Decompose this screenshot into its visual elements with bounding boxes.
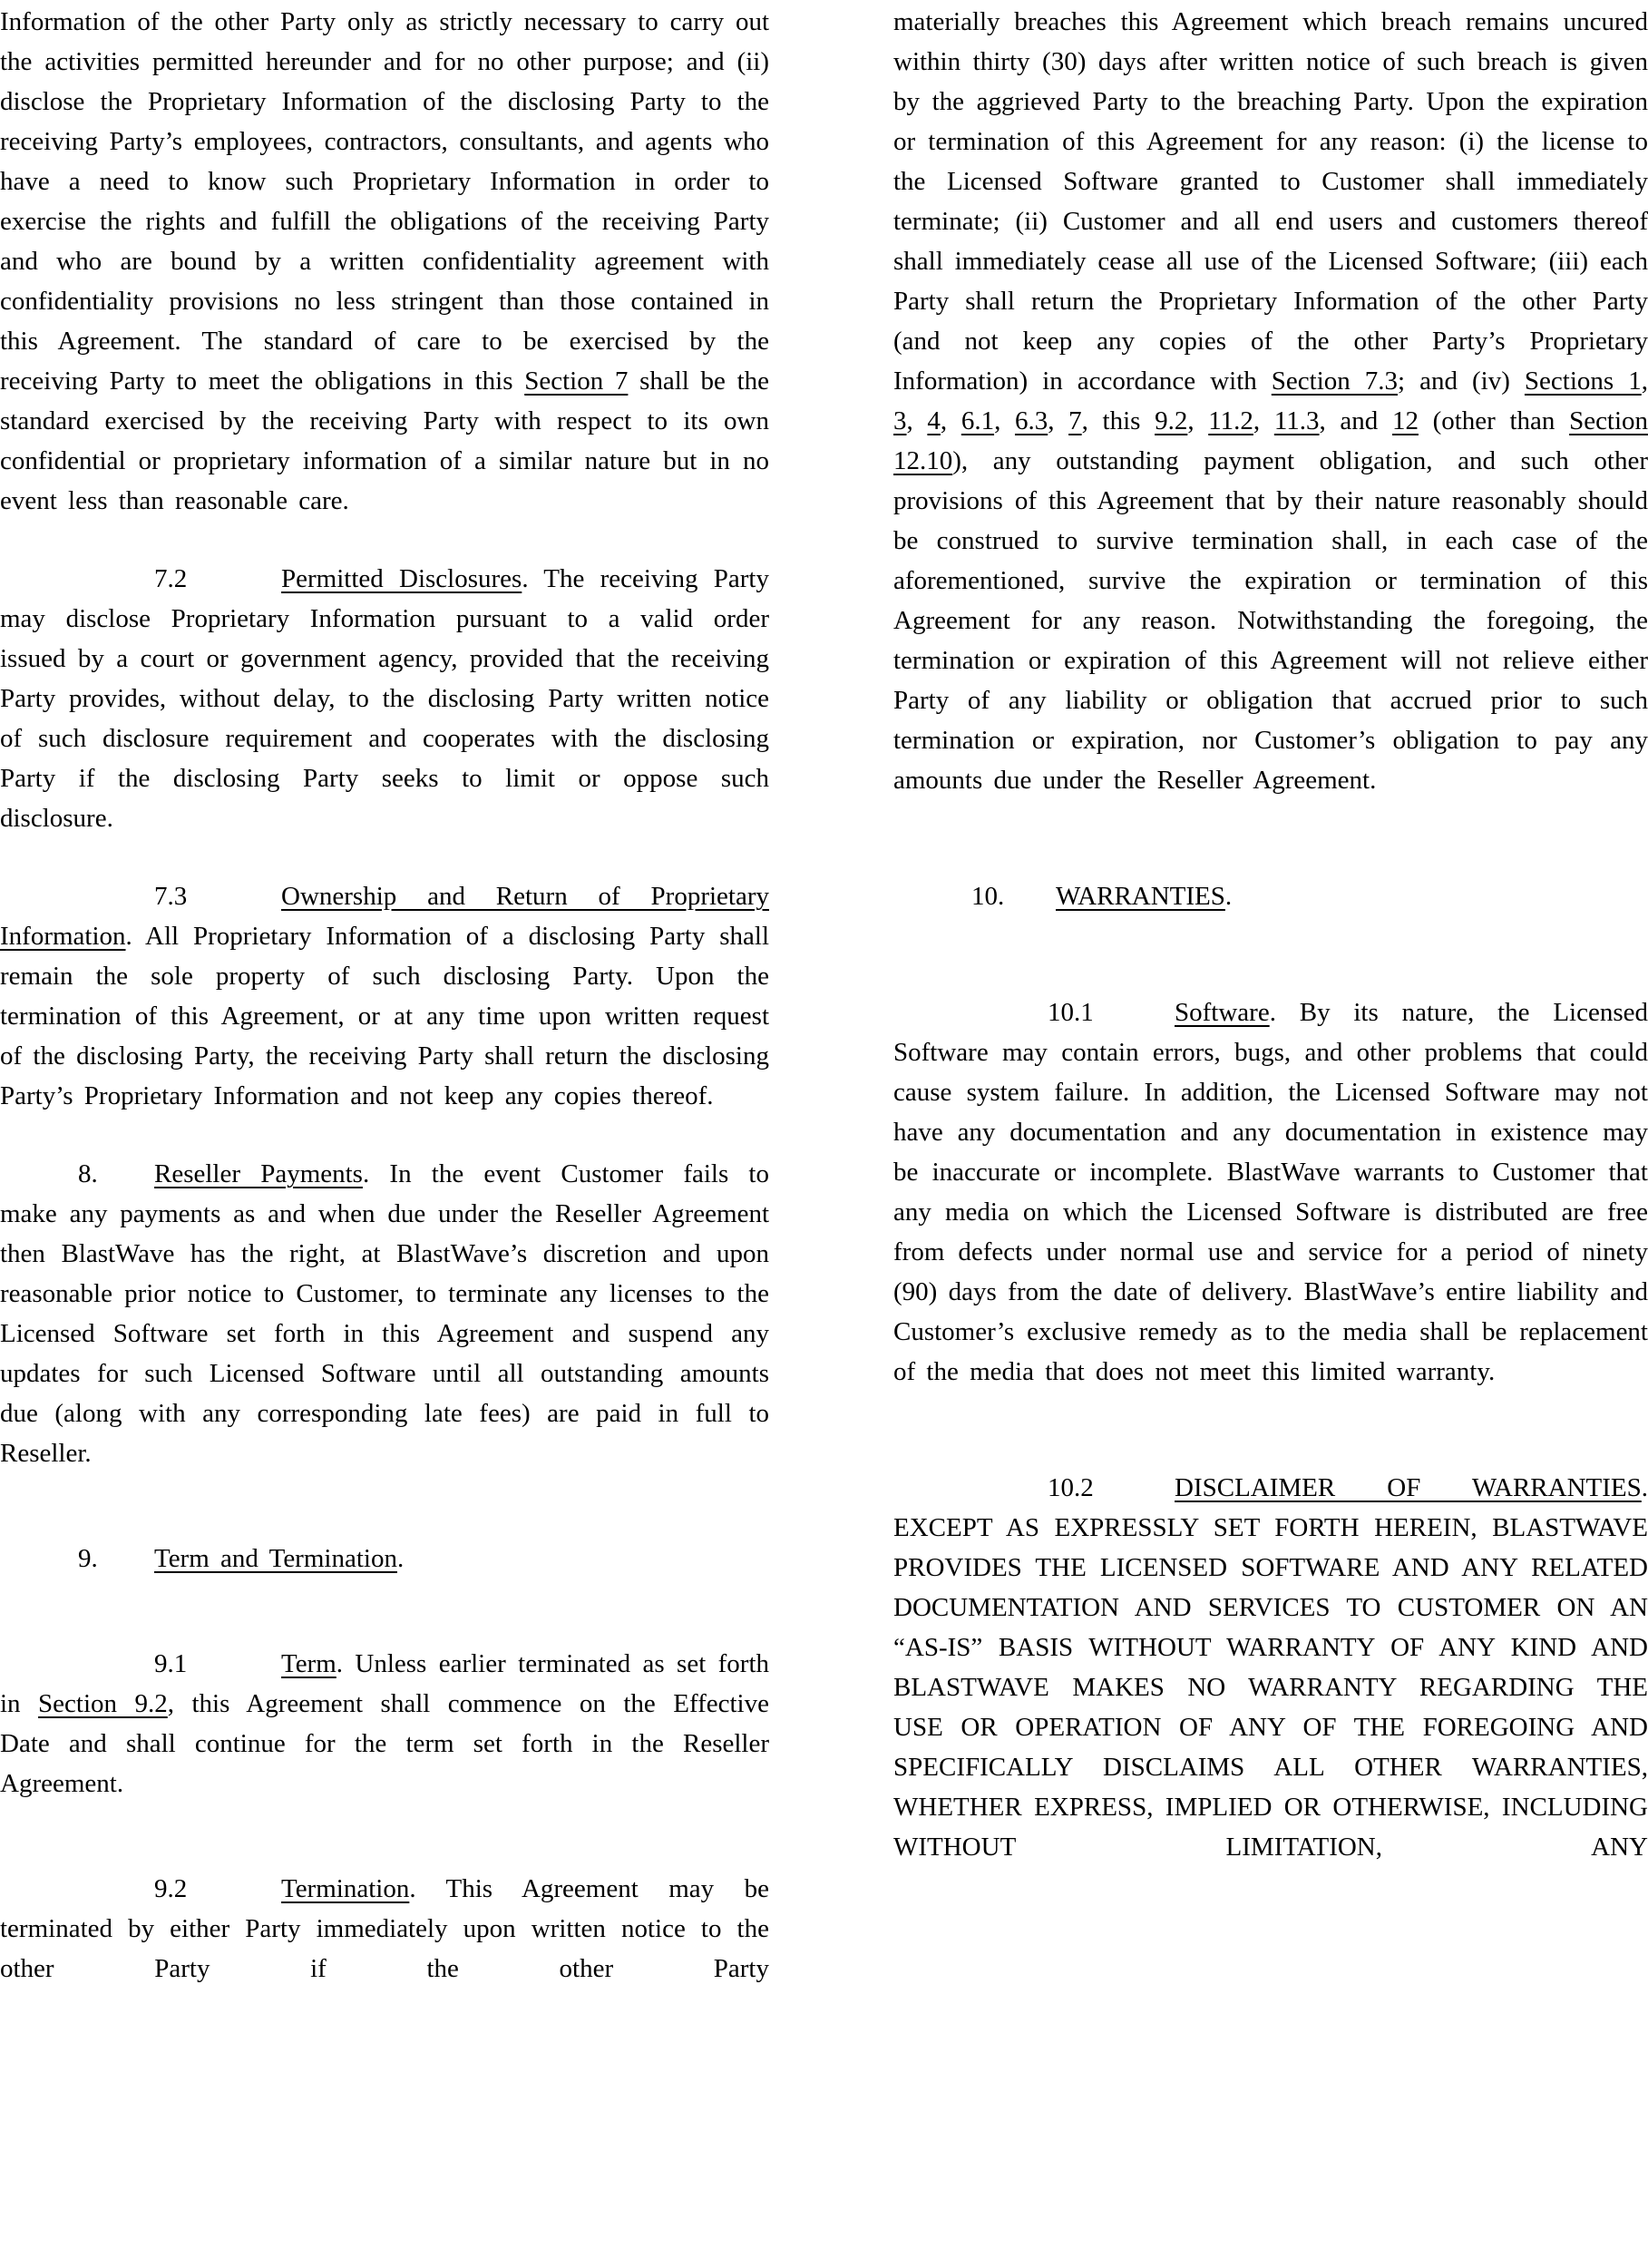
section-number: 9.2	[154, 1874, 188, 1903]
paragraph-7-3-ownership-and-return: 7.3 Ownership and Return of Proprietary Information. All Proprietary Information of a disclosing Party shall remain the sole property of such disclosing Party. Upon the termination of this Agreement, or at any time upon written request of the disclosing Party, the receiving Party shall return the disclosing Party’s Proprietary Information and not keep any copies thereof.	[0, 876, 769, 1116]
section-number: 10.	[971, 882, 1005, 911]
underlined-reference: Section 9.2	[38, 1689, 168, 1718]
section-number: 8.	[78, 1159, 98, 1188]
paragraph-10-warranties: 10. WARRANTIES.	[893, 876, 1648, 916]
right-text-column	[893, 2, 1648, 2268]
underlined-reference: 11.2	[1208, 406, 1253, 435]
section-number: 9.	[78, 1544, 98, 1573]
section-number: 9.1	[154, 1649, 188, 1678]
underlined-reference: Term and Termination	[154, 1544, 397, 1573]
underlined-reference: 4	[927, 406, 941, 435]
section-number: 7.3	[154, 882, 188, 911]
underlined-reference: Reseller Payments	[154, 1159, 363, 1188]
underlined-reference: 12	[1391, 406, 1419, 435]
underlined-reference: 6.1	[961, 406, 995, 435]
section-number: 10.1	[1048, 998, 1094, 1027]
underlined-reference: Section 12.10	[893, 406, 1648, 475]
paragraph-9-term-and-termination: 9. Term and Termination.	[0, 1539, 769, 1579]
paragraph-9-2-termination: 9.2 Termination. This Agreement may be terminated by either Party immediately upon written notice to the other Party if the other Party	[0, 1869, 769, 1989]
underlined-reference: 7	[1068, 406, 1082, 435]
underlined-reference: Ownership and Return of Proprietary Information	[0, 882, 769, 951]
section-number: 7.2	[154, 564, 188, 593]
paragraph-9-2-continued: materially breaches this Agreement which breach remains uncured within thirty (30) days after written notice of such breach is given by the aggrieved Party to the breaching Party. Upon the expiration or termination of this Agreement for any reason: (i) the license to the Licensed Software granted to Customer shall immediately terminate; (ii) Customer and all end users and customers thereof shall immediately cease all use of the Licensed Software; (iii) each Party shall return the Proprietary Information of the other Party (and not keep any copies of the other Party’s Proprietary Information) in accordance with Section 7.3; and (iv) Sections 1, 3, 4, 6.1, 6.3, 7, this 9.2, 11.2, 11.3, and 12 (other than Section 12.10), any outstanding payment obligation, and such other provisions of this Agreement that by their nature reasonably should be construed to survive termination shall, in each case of the aforementioned, survive the expiration or termination of this Agreement for any reason. Notwithstanding the foregoing, the termination or expiration of this Agreement will not relieve either Party of any liability or obligation that accrued prior to such termination or expiration, nor Customer’s obligation to pay any amounts due under the Reseller Agreement.	[893, 7, 1648, 795]
underlined-reference: Software	[1175, 998, 1270, 1027]
underlined-reference: Permitted Disclosures	[281, 564, 522, 593]
underlined-reference: 3	[893, 406, 907, 435]
underlined-reference: Term	[281, 1649, 336, 1678]
paragraph-9-1-term: 9.1 Term. Unless earlier terminated as set forth in Section 9.2, this Agreement shall commence on the Effective Date and shall continue for the term set forth in the Reseller Agreement.	[0, 1644, 769, 1804]
paragraph-8-reseller-payments: 8. Reseller Payments. In the event Customer fails to make any payments as and when due under the Reseller Agreement then BlastWave has the right, at BlastWave’s discretion and upon reasonable prior notice to Customer, to terminate any licenses to the Licensed Software set forth in this Agreement and suspend any updates for such Licensed Software until all outstanding amounts due (along with any corresponding late fees) are paid in full to Reseller.	[0, 1154, 769, 1473]
underlined-reference: Sections 1	[1524, 367, 1642, 396]
paragraph-10-1-software: 10.1 Software. By its nature, the Licensed Software may contain errors, bugs, and other problems that could cause system failure. In addition, the Licensed Software may not have any documentation and any documentation in existence may be inaccurate or incomplete. BlastWave warrants to Customer that any media on which the Licensed Software is distributed are free from defects under normal use and service for a period of ninety (90) days from the date of delivery. BlastWave’s entire liability and Customer’s exclusive remedy as to the media shall be replacement of the media that does not meet this limited warranty.	[893, 992, 1648, 1392]
section-number: 10.2	[1048, 1473, 1094, 1502]
underlined-reference: DISCLAIMER OF WARRANTIES	[1175, 1473, 1642, 1502]
paragraph-7-2-permitted-disclosures: 7.2 Permitted Disclosures. The receiving Party may disclose Proprietary Information pursuant to a valid order issued by a court or government agency, provided that the receiving Party provides, without delay, to the disclosing Party written notice of such disclosure requirement and cooperates with the disclosing Party if the disclosing Party seeks to limit or oppose such disclosure.	[0, 559, 769, 838]
underlined-reference: Section 7	[524, 367, 629, 396]
underlined-reference: 11.3	[1273, 406, 1320, 435]
underlined-reference: WARRANTIES	[1056, 882, 1225, 911]
underlined-reference: 9.2	[1155, 406, 1188, 435]
underlined-reference: Termination	[281, 1874, 410, 1903]
underlined-reference: Section 7.3	[1271, 367, 1399, 396]
paragraph-7-1-continued: Information of the other Party only as strictly necessary to carry out the activities permitted hereunder and for no other purpose; and (ii) disclose the Proprietary Information of the disclosing Party to the receiving Party’s employees, contractors, consultants, and agents who have a need to know such Proprietary Information in order to exercise the rights and fulfill the obligations of the receiving Party and who are bound by a written confidentiality agreement with confidentiality provisions no less stringent than those contained in this Agreement. The standard of care to be exercised by the receiving Party to meet the obligations in this Section 7 shall be the standard exercised by the receiving Party with respect to its own confidential or proprietary information of a similar nature but in no event less than reasonable care.	[0, 7, 769, 515]
paragraph-10-2-disclaimer-of-warranties: 10.2 DISCLAIMER OF WARRANTIES. EXCEPT AS EXPRESSLY SET FORTH HEREIN, BLASTWAVE PROVIDES THE LICENSED SOFTWARE AND ANY RELATED DOCUMENTATION AND SERVICES TO CUSTOMER ON AN “AS-IS” BASIS WITHOUT WARRANTY OF ANY KIND AND BLASTWAVE MAKES NO WARRANTY REGARDING THE USE OR OPERATION OF ANY OF THE FOREGOING AND SPECIFICALLY DISCLAIMS ALL OTHER WARRANTIES, WHETHER EXPRESS, IMPLIED OR OTHERWISE, INCLUDING WITHOUT LIMITATION, ANY	[893, 1468, 1648, 1867]
underlined-reference: 6.3	[1014, 406, 1048, 435]
left-text-column	[0, 2, 769, 2268]
